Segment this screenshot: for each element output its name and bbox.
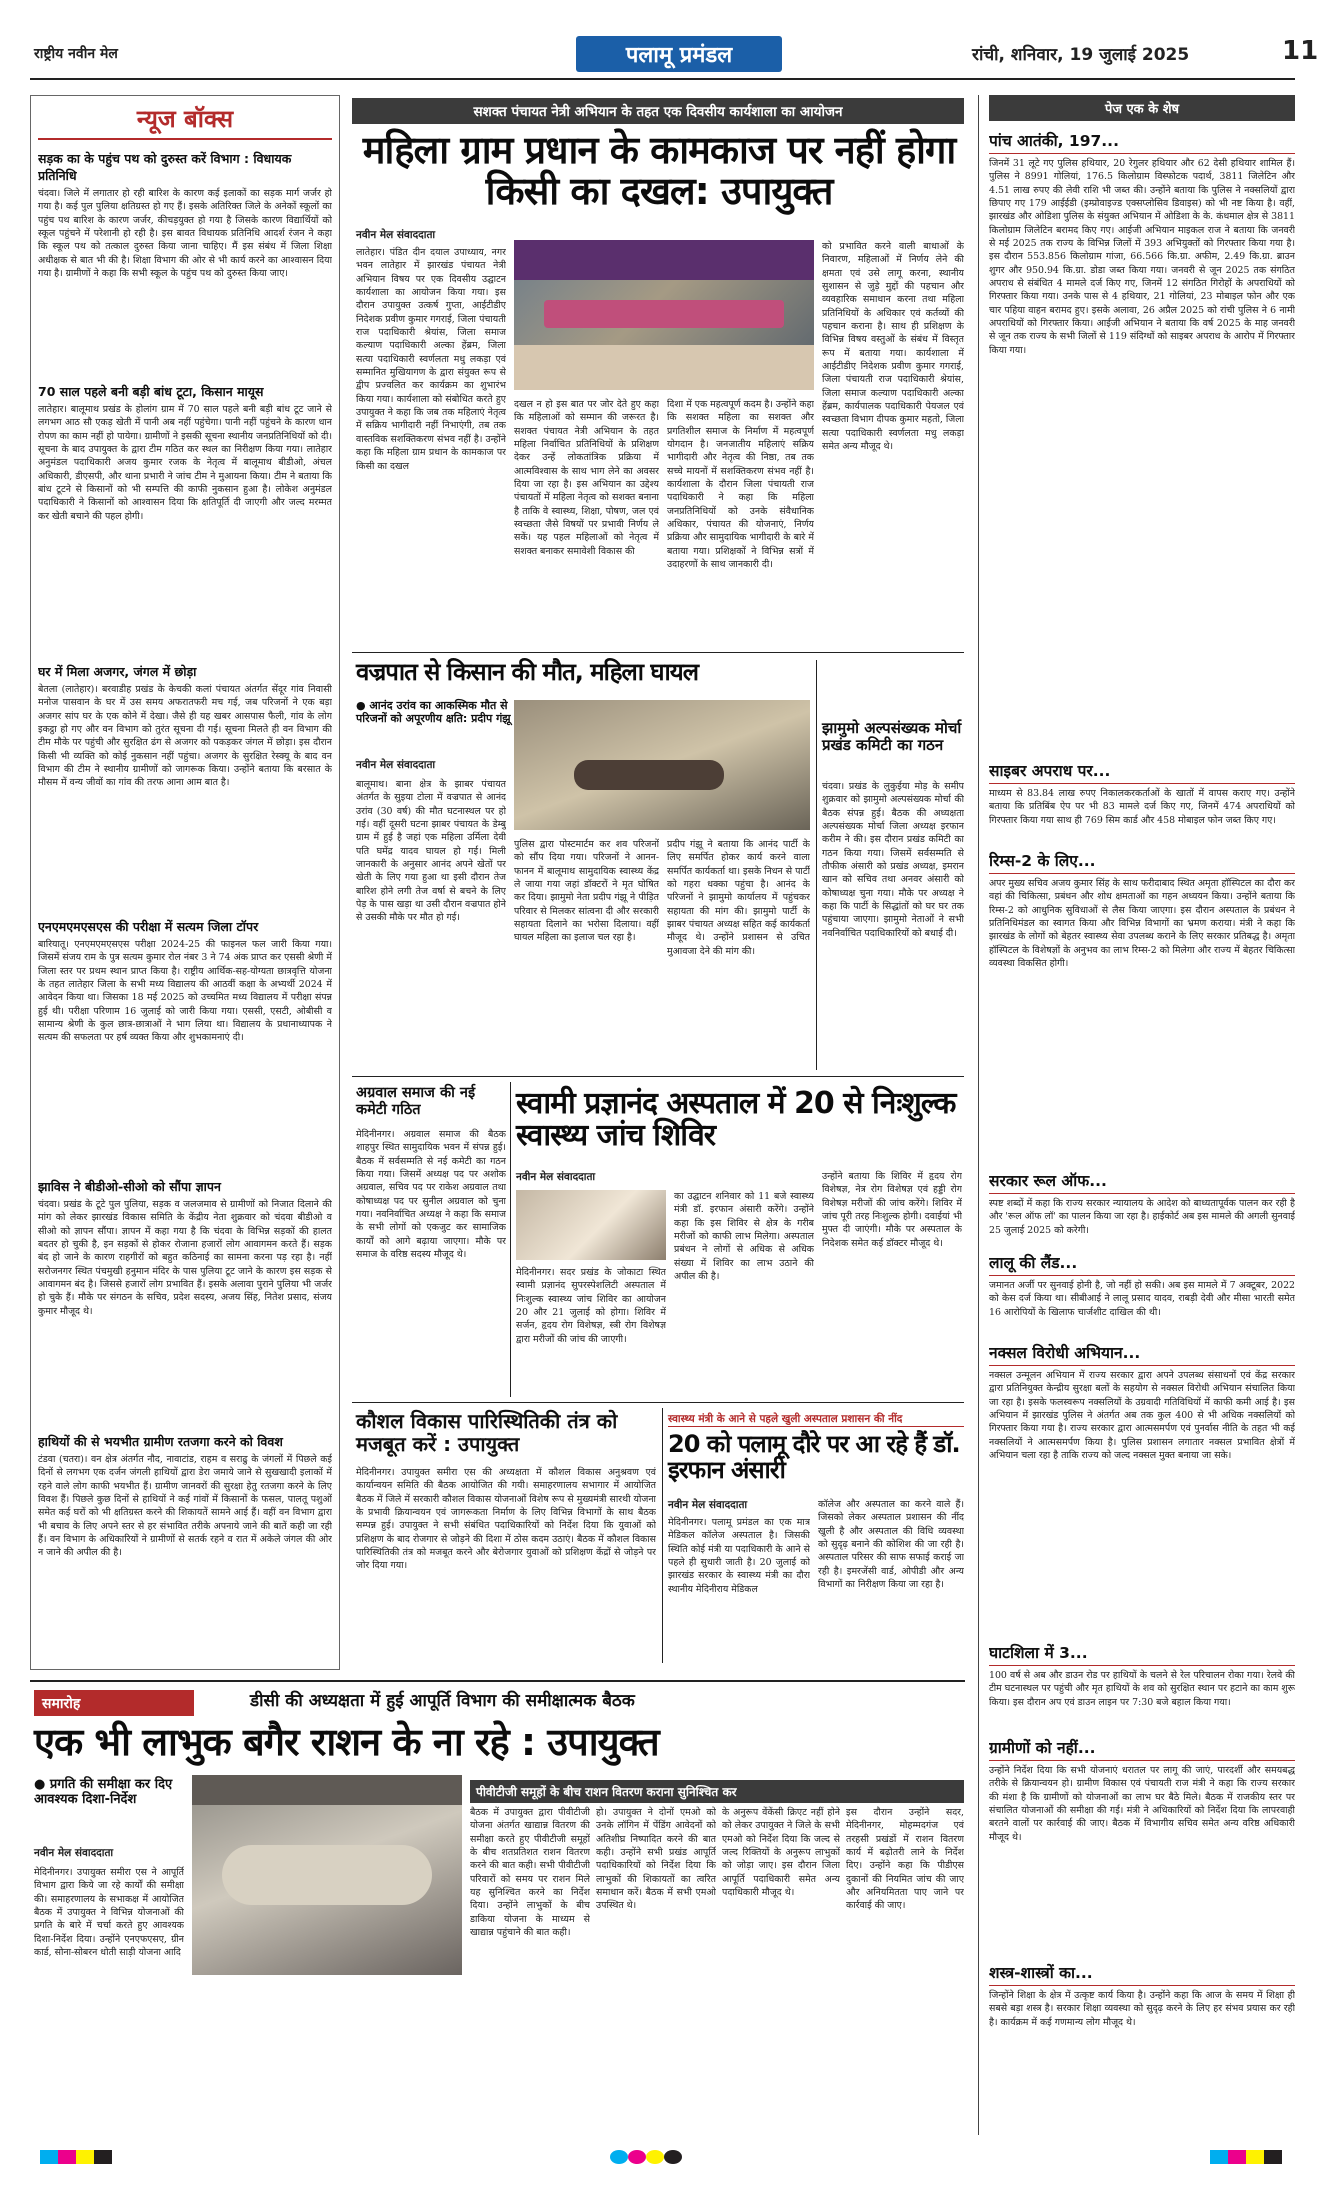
news-item-body: चंदवा। प्रखंड के टूटे पुल पुलिया, सड़क व जलजमाव से ग्रामीणों को निजात दिलाने की मांग को लेकर झारखंड विकास समिति के केंद्रीय नेता शुक्रवार को चंदवा बीडीओ व सीओ को ज्ञापन सौंपा। ज्ञापन में कहा गया है कि चंदवा के विभिन्न सड़कों की हालत बदतर हो चुकी है, इन सड़कों से होकर रोजाना हजारों लोग आवागमन करते हैं। सड़क बंद हो जाने के कारण राहगीरों को बहुत कठिनाई का सामना करना पड़ रहा है। नहीं सरोजनगर स्थित पंचमुखी हनुमान मंदिर के पास पुलिया टूट जाने के कारण इस सड़क से आवागमन बंद है। जिससे हजारों लोग प्रभावित हैं। इसके अलावा पुराने पुलिया भी जर्जर हो चुके हैं। मौके पर संगठन के सचिव, प्रदेश सदस्य, अजय सिंह, नितेश प्रसाद, संजय कुमार मौजूद थे। — [38, 1199, 332, 1317]
side-block — [989, 1251, 1295, 1341]
color-strip — [610, 2150, 682, 2164]
dateline: रांची, शनिवार, 19 जुलाई 2025 — [972, 45, 1190, 65]
swatch-cyan — [40, 2150, 58, 2164]
side-block-body: जिनमें 31 लूटे गए पुलिस हथियार, 20 रेगुलर हथियार और 62 देसी हथियार शामिल हैं। पुलिस ने 8991 गोलियां, 176.5 किलोग्राम विस्फोटक पदार्थ, 3811 जिलेटिन और 4.51 लाख रुपए की लेवी राशि भी जब्त की। उन्होंने बताया कि पुलिस ने नक्सलियों द्वारा छिपाए गए 179 आईईडी (इम्प्रोवाइज्ड एक्सप्लोसिव डिवाइस) को भी नष्ट किया है। वहीं, झारखंड और ओडिशा पुलिस के संयुक्त अभियान में ओडिशा के के. कंधमाल क्षेत्र से 3811 किलोग्राम जिलेटिन बरामद किए गए। आईजी अभियान माइकल राज ने बताया कि जनवरी से मई 2025 तक राज्य के विभिन्न जिलों में 393 अभियुक्तों को गिरफ्तार किया गया है। इस दौरान 553.856 किलोग्राम गांजा, 66.566 कि.ग्रा. अफीम, 2.49 कि.ग्रा. ब्राउन शुगर और 950.94 कि.ग्रा. डोडा जब्त किया गया। जनवरी से जून 2025 तक संगठित अपराध से संबंधित 4 मामले दर्ज किए गए, जिनमें 12 संगठित गिरोहों के अपराधियों को गिरफ्तार किया गया। उनके पास से 4 हथियार, 21 गोलियां, 23 मोबाइल फोन और एक चार पहिया वाहन बरामद हुए। इसके अलावा, 26 अप्रैल 2025 को रांची पुलिस ने 6 नामी अपराधियों को गिरफ्तार किया। आईजी अभियान ने बताया कि वर्ष 2025 के माह जनवरी से जून तक राज्य के सभी जिलों से 119 संदिग्धों को साइबर अपराध के आरोप में गिरफ्तार किया गया। — [989, 158, 1295, 356]
divider — [352, 1076, 964, 1077]
swatch-cyan — [610, 2150, 628, 2164]
bottom-col-photo-caption — [192, 1983, 462, 2128]
news-item-head: 70 साल पहले बनी बड़ी बांध टूटा, किसान मायूस — [38, 384, 264, 399]
news-item-body: लातेहार। बालूमाथ प्रखंड के होलांग ग्राम में 70 साल पहले बनी बड़ी बांध टूट जाने से लगभग आठ सौ एकड़ खेती में पानी अब नहीं पहुंचेगा। पानी नहीं पहुंचने के कारण धान रोपण का काम नहीं हो पायेगा। ग्रामीणों ने इसकी सूचना स्थानीय जनप्रतिनिधियों को दी। सूचना के बाद उपायुक्त के द्वारा टीम गठित कर स्थल का निरीक्षण किया गया। लातेहार अनुमंडल पदाधिकारी अजय कुमार रजक के नेतृत्व में बालूमाथ बीडीओ, अंचल अधिकारी, डीएसपी, और थाना प्रभारी ने जांच टीम ने मुआयना किया। टीम ने बताया कि बांध टूटने से किसानों को भी सम्पत्ति की काफी नुकसान हुआ है। लोकेश अनुमंडल पदाधिकारी ने किसानों को आश्वासन दिया कि क्षतिपूर्ति दी जाएगी और जल्द मरम्मत कर खेती बचाने की पहल होगी। — [38, 404, 332, 522]
irfan-kicker: स्वास्थ्य मंत्री के आने से पहले खुली अस्पताल प्रशासन की नींद — [668, 1412, 964, 1427]
lead-col-4: को प्रभावित करने वाली बाधाओं के निवारण, महिलाओं में निर्णय लेने की क्षमता एवं उसे लागू करना, स्थानीय सुशासन से जुड़े मुद्दों की पहचान और व्यवहारिक समाधान करना तथा महिला प्रतिनिधियों के अधिकार एवं कर्तव्यों की पहचान कराना है। साथ ही प्रशिक्षण के विभिन्न विषय वस्तुओं के संबंध में विस्तृत रूप में बताया गया। कार्यशाला में आईटीडीए निदेशक प्रवीण कुमार गगराई, जिला पंचायती राज पदाधिकारी श्रेयांस, जिला समाज कल्याण पदाधिकारी अल्का हेंब्रम, कार्यपालक पदाधिकारी पेयजल एवं स्वच्छता विभाग दीपक कुमार महतो, जिला सत्या पदाधिकारी स्वर्णलता मधु लकड़ा समेत अन्य मौजूद थे। — [822, 241, 964, 453]
divider — [816, 660, 817, 1070]
irfan-byline: नवीन मेल संवाददाता — [668, 1499, 748, 1511]
divider — [662, 1408, 663, 1663]
bottom-kicker: डीसी की अध्यक्षता में हुई आपूर्ति विभाग की समीक्षात्मक बैठक — [250, 1691, 635, 1711]
news-item-head: सड़क का के पहुंच पथ को दुरुस्त करें विभाग : विधायक प्रतिनिधि — [38, 151, 292, 183]
news-item-body: बारियातू। एनएमएमएसएस परीक्षा 2024-25 की फाइनल फल जारी किया गया। जिसमें संजय राम के पुत्र सत्यम कुमार रोल नंबर 3 ने 74 अंक प्राप्त कर एससी श्रेणी में जिला स्तर पर प्रथम स्थान प्राप्त किया है। राष्ट्रीय आर्थिक-सह-योग्यता छात्रवृत्ति योजना के तहत लातेहार जिला के सभी मध्य विद्यालय की आठवीं कक्षा के अभ्यर्थी 2024 में आवेदन किया था। जिसका 18 मई 2025 को उच्चमित मध्य विद्यालय में परीक्षा संपन्न हुई थी। परीक्षा परिणाम 16 जुलाई को जारी किया गया। एससी, एसटी, ओबीसी व सामान्य श्रेणी के कुल छात्र-छात्राओं ने भाग लिया था। विद्यालय के प्रधानाध्यापक ने सत्यम की सफलता पर हर्ष व्यक्त किया और शुभकामनाएं दी। — [38, 939, 332, 1044]
vajrapat-col-1: बालूमाथ। बाना क्षेत्र के झाबर पंचायत अंतर्गत के सुइया टोला में वज्रपात से आनंद उरांव (30 वर्ष) की मौत घटनास्थल पर हो गई। वहीं दूसरी घटना झाबर पंचायत के डेम्बु ग्राम में हुई है जहां एक महिला उर्मिला देवी पति घमेंद्र यादव घायल हो गई। मिली जानकारी के अनुसार आनंद अपने खेतों पर खेती के लिए गया हुआ था इसी दौरान तेज बारिश होने लगी तेज वर्षा से बचने के लिए पेड़ के पास खड़ा था उसी दौरान वज्रपात होने से उसकी मौके पर मौत हो गई। — [356, 779, 506, 924]
vajrapat-col-2: पुलिस द्वारा पोस्टमार्टम कर शव परिजनों को सौंप दिया गया। परिजनों ने आनन-फानन में बालूमाथ सामुदायिक स्वास्थ्य केंद्र ले जाया गया जहां डॉक्टरों ने मृत घोषित कर दिया। झामुमो नेता प्रदीप गंझू ने पीड़ित परिवार से मिलकर सांत्वना दी और सरकारी सहायता दिलाने का भरोसा दिलाया। वहीं घायल महिला का इलाज चल रहा है। — [514, 839, 659, 944]
lead-byline: नवीन मेल संवाददाता — [356, 229, 436, 241]
lead-col-1: लातेहार। पंडित दीन दयाल उपाध्याय, नगर भवन लातेहार में झारखंड पंचायत नेत्री अभियान विषय पर एक दिवसीय उद्घाटन कार्यशाला का आयोजन किया गया। इस दौरान उपायुक्त उत्कर्ष गुप्ता, आईटीडीए निदेशक प्रवीण कुमार गगराई, जिला पंचायती राज पदाधिकारी श्रेयांस, जिला समाज कल्याण पदाधिकारी अल्का हेंब्रम, जिला सत्या पदाधिकारी स्वर्णलता मधु लकड़ा एवं सम्मानित मुखियागण के द्वारा संयुक्त रूप से द्वीप प्रज्वलित कर कार्यक्रम का शुभारंभ किया गया। कार्यशाला को संबोधित करते हुए उपायुक्त ने कहा कि जब तक महिलाएं नेतृत्व में सक्रिय भागीदारी नहीं निभाएंगी, तब तक वास्तविक सशक्तिकरण संभव नहीं है। उन्होंने कहा कि महिला ग्राम प्रधान के कामकाज पर किसी का दखल — [356, 247, 506, 472]
bottom-deck: ● प्रगति की समीक्षा कर दिए आवश्यक दिशा-निर्देश — [34, 1777, 173, 1807]
news-item-head: एनएमएमएसएस की परीक्षा में सत्यम जिला टॉपर — [38, 919, 259, 934]
masthead: राष्ट्रीय नवीन मेल — [34, 46, 118, 62]
side-block — [989, 849, 1295, 1169]
news-item-body: टंडवा (चतरा)। वन क्षेत्र अंतर्गत नौद, नावाटांड, राहम व सराढु के जंगलों में पिछले कई दिनों से लगभग एक दर्जन जंगली हाथियों द्वारा डेरा जमाये जाने से सुखखादी इलाकों में रहने वाले लोग काफी भयभीत हैं। ग्रामीण जानवरों की सुरक्षा हेतु रतजगा करने के लिए विवश हैं। पिछले कुछ दिनों से हाथियों ने कई गांवों में किसानों के फसल, पालतू पशुओं समेत कई घरों को भी क्षतिग्रस्त करने की शिकायतें सामने आई हैं। वहीं वन विभाग द्वारा भी बचाव के लिए अपने स्तर से हर संभावित तरीके अपनाये जाने की बातें कही जा रही हैं। वन विभाग के अधिकारियों ने ग्रामीणों से सतर्क रहने व रात में अकेले जंगल की ओर न जाने की अपील की है। — [38, 1454, 332, 1559]
section-banner — [576, 36, 782, 72]
page-number: 11 — [1282, 36, 1319, 66]
section-title: पलामू प्रमंडल — [625, 43, 733, 68]
side-block-body: अपर मुख्य सचिव अजय कुमार सिंह के साथ फरीदाबाद स्थित अमृता हॉस्पिटल का दौरा कर वहां की चिकित्सा, प्रबंधन और शोध क्षमताओं का गहन अध्ययन किया। उन्होंने बताया कि रिम्स-2 को आधुनिक सुविधाओं से लैस किया जाएगा। इस दौरान अस्पताल के प्रबंधन ने प्रतिनिधिमंडल का स्वागत किया और विभिन्न विभागों का भ्रमण कराया। मंत्री ने कहा कि झारखंड के लोगों को बेहतर स्वास्थ्य सेवा उपलब्ध कराने के लिए सरकार प्रतिबद्ध है। अमृता हॉस्पिटल के विशेषज्ञों के अनुभव का लाभ रिम्स-2 को मिलेगा और राज्य में बेहतर चिकित्सा व्यवस्था विकसित होगी। — [989, 878, 1295, 970]
jmm-body: चंदवा। प्रखंड के लुकुईया मोड़ के समीप शुक्रवार को झामुमो अल्पसंख्यक मोर्चा की बैठक संपन्न हुई। बैठक की अध्यक्षता अल्पसंख्यक मोर्चा जिला अध्यक्ष इरफान करीम ने की। इस दौरान प्रखंड कमिटी का गठन किया गया। जिसमें सर्वसम्मति से तौफीक अंसारी को प्रखंड अध्यक्ष, इमरान खान को सचिव तथा अनवर अंसारी को कोषाध्यक्ष चुना गया। मौके पर अध्यक्ष ने कहा कि पार्टी के सिद्धांतों को घर घर तक पहुंचाया जाएगा। झामुमो नेताओं ने सभी नवनिर्वाचित पदाधिकारियों को बधाई दी। — [822, 781, 964, 939]
vajrapat-byline: नवीन मेल संवाददाता — [356, 759, 436, 771]
color-strip — [40, 2150, 112, 2164]
swami-col-3: उन्होंने बताया कि शिविर में हृदय रोग विशेषज्ञ, नेत्र रोग विशेषज्ञ एवं हड्डी रोग विशेषज्ञ मरीजों की जांच करेंगे। शिविर में जांच पूरी तरह निःशुल्क होगी। दवाईयां भी मुफ्त दी जाएंगी। मौके पर अस्पताल के निदेशक समेत कई डॉक्टर मौजूद थे। — [822, 1171, 962, 1249]
side-column — [978, 95, 1295, 2135]
bottom-section-tag — [34, 1690, 194, 1716]
side-block-head: लालू की लैंड... — [989, 1251, 1295, 1276]
side-block-body: स्पष्ट शब्दों में कहा कि राज्य सरकार न्यायालय के आदेश को बाध्यतापूर्वक पालन कर रही है और 'रूल ऑफ लॉ' का पालन किया जा रहा है। हाईकोर्ट अब इस मामले की अगली सुनवाई 25 जुलाई 2025 को करेगी। — [989, 1198, 1295, 1236]
side-block-body: माध्यम से 83.84 लाख रुपए निकालकरकर्ताओं के खातों में वापस कराए गए। उन्होंने बताया कि प्रतिबिंब ऐप पर भी 83 मामले दर्ज किए गए, जिनमें 474 अपराधियों को गिरफ्तार किया गया साथ ही 769 सिम कार्ड और 458 मोबाइल फोन जब्त किए गए। — [989, 788, 1295, 826]
bottom-col-left: मेदिनीनगर। उपायुक्त समीरा एस ने आपूर्ति विभाग द्वारा किये जा रहे कार्यों की समीक्षा की। समाहरणालय के सभाकक्ष में आयोजित बैठक में उपायुक्त ने विभिन्न योजनाओं की प्रगति के बारे में चर्चा करते हुए आवश्यक दिशा-निर्देश दिया। उन्होंने एनएफएसए, ग्रीन कार्ड, सोना-सोबरन धोती साड़ी योजना आदि — [34, 1867, 184, 1959]
bottom-col-2: बैठक में उपायुक्त द्वारा पीवीटीजी योजना अंतर्गत खाद्यान्न वितरण की समीक्षा करते हुए पीवीटीजी समूहों के बीच शतप्रतिशत राशन वितरण करने की बात कही। सभी पीवीटीजी परिवारों को समय पर राशन मिले यह सुनिश्चित करने का निर्देश दिया। उन्होंने लाभुकों के बीच डाकिया योजना के माध्यम से खाद्यान्न पहुंचाने की बात कही। — [470, 1807, 590, 1939]
divider — [510, 1082, 511, 1397]
news-item-head: हाथियों की से भयभीत ग्रामीण रतजगा करने को विवश — [38, 1434, 283, 1449]
bottom-byline: नवीन मेल संवाददाता — [34, 1847, 114, 1859]
irfan-col-2: कॉलेज और अस्पताल का करने वाले हैं। जिसको लेकर अस्पताल प्रशासन की नींद खुली है और अस्पताल की विधि व्यवस्था को सुदृढ़ बनाने की कोशिश की जा रही है। अस्पताल परिसर की साफ सफाई कराई जा रही है। इमरजेंसी वार्ड, ओपीडी और अन्य विभागों का निरीक्षण किया जा रहा है। — [818, 1499, 964, 1591]
news-item — [38, 657, 332, 912]
side-block-body: उन्होंने निर्देश दिया कि सभी योजनाएं धरातल पर लागू की जाएं, पारदर्शी और समयबद्ध तरीके से क्रियान्वयन हो। ग्रामीण विकास एवं पंचायती राज मंत्री ने कहा कि राज्य सरकार की मंशा है कि ग्रामीणों को योजनाओं का लाभ घर बैठे मिले। बैठक में राजकीय स्तर पर संचालित योजनाओं की समीक्षा की गई। मंत्री ने अधिकारियों को निर्देश दिया कि लापरवाही बरतने वालों पर कार्रवाई की जाए। बैठक में विभागीय सचिव समेत अन्य वरिष्ठ अधिकारी मौजूद थे। — [989, 1765, 1295, 1843]
side-block-body: जमानत अर्जी पर सुनवाई होनी है, जो नहीं हो सकी। अब इस मामले में 7 अक्टूबर, 2022 को केस दर्ज किया था। सीबीआई ने लालू प्रसाद यादव, राबड़ी देवी और मीसा भारती समेत 16 आरोपियों के खिलाफ चार्जशीट दाखिल की थी। — [989, 1280, 1295, 1318]
color-strip — [1210, 2150, 1282, 2164]
kaushal-body: मेदिनीनगर। उपायुक्त समीरा एस की अध्यक्षता में कौशल विकास अनुश्रवण एवं कार्यान्वयन समिति की बैठक आयोजित की गयी। समाहरणालय सभागार में आयोजित बैठक में जिले में सरकारी कौशल विकास योजनाओं विशेष रूप से मुख्यमंत्री सारथी योजना के प्रभावी क्रियान्वयन एवं जागरूकता निर्माण के लिए विभिन्न विभागों के साथ बैठक सम्पन्न हुई। उपायुक्त ने सभी संबंधित पदाधिकारियों को निर्देश दिया कि युवाओं को प्रशिक्षण के बाद रोजगार से जोड़ने की दिशा में ठोस कदम उठाएं। बैठक में कौशल विकास पारिस्थितिकी तंत्र को मजबूत करने और बेरोजगार युवाओं को प्रशिक्षण केंद्रों से जोड़ने पर जोर दिया गया। — [356, 1467, 656, 1572]
side-block — [989, 1641, 1295, 1736]
swatch-magenta — [628, 2150, 646, 2164]
lead-photo — [514, 240, 814, 390]
side-block-head: पांच आतंकी, 197... — [989, 129, 1295, 154]
swami-byline: नवीन मेल संवाददाता — [516, 1171, 596, 1183]
swatch-black — [664, 2150, 682, 2164]
swatch-magenta — [1228, 2150, 1246, 2164]
news-item-head: झाविस ने बीडीओ-सीओ को सौंपा ज्ञापन — [38, 1179, 221, 1194]
lead-col-3: दिशा में एक महत्वपूर्ण कदम है। उन्होंने कहा कि सशक्त महिला का सशक्त और प्रगतिशील समाज के निर्माण में महत्वपूर्ण योगदान है। जनजातीय महिलाएं सक्रिय भागीदारी और नेतृत्व की निष्ठा, तब तक सच्चे मायनों में सशक्तिकरण संभव नहीं है। कार्यशाला के दौरान जिला पंचायती राज पदाधिकारी ने कहा कि महिला जनप्रतिनिधियों को उनके संवैधानिक अधिकार, पंचायत की योजनाएं, निर्णय प्रक्रिया और सामुदायिक भागीदारी के बारे में बताया गया। प्रशिक्षकों ने विभिन्न सत्रों में उदाहरणों के साथ जानकारी दी। — [667, 399, 814, 571]
news-box — [30, 95, 340, 1670]
side-block-head: शस्त्र-शास्त्रों का... — [989, 1961, 1295, 1986]
side-block-head: रिम्स-2 के लिए... — [989, 849, 1295, 874]
side-block — [989, 1169, 1295, 1251]
irfan-col-1: मेदिनीनगर। पलामू प्रमंडल का एक मात्र मेडिकल कॉलेज अस्पताल है। जिसकी स्थिति कोई मंत्री या पदाधिकारी के आने से पहले ही सुधारी जाती है। 20 जुलाई को झारखंड सरकार के स्वास्थ्य मंत्री का दौरा स्थानीय मेदिनीराय मेडिकल — [668, 1517, 810, 1595]
news-item-head: घर में मिला अजगर, जंगल में छोड़ा — [38, 664, 197, 679]
bottom-col-4: के अनुरूप वेंकेंसी क्रिएट नहीं होने को लेकर उपायुक्त ने जिले के सभी एमओ को निर्देश दिया कि जल्द से जल्द रिक्तियों के अनुरूप लाभुकों को जोड़ा जाए। इस दौरान जिला आपूर्ति पदाधिकारी समेत अन्य पदाधिकारी मौजूद थे। — [722, 1807, 840, 1899]
side-block — [989, 1961, 1295, 2111]
bottom-col-5: इस दौरान उन्होंने सदर, मेदिनीनगर, मोहम्मदगंज एवं तरहसी प्रखंडों में राशन वितरण कार्य में बढ़ोतरी लाने के निर्देश दिए। उन्होंने कहा कि पीडीएस दुकानों की नियमित जांच की जाए और अनियमितता पाए जाने पर कार्रवाई की जाए। — [846, 1807, 964, 1912]
divider — [352, 652, 964, 653]
bottom-col-3: हो। उपायुक्त ने दोनों एमओ को उनके लॉगिन में पेंडिंग आवेदनों को अतिशीघ्र निष्पादित करने की बात कही। उन्होंने सभी प्रखंड आपूर्ति पदाधिकारियों को निर्देश दिया कि लाभुकों की शिकायतों का त्वरित समाधान करें। बैठक में सभी एमओ उपस्थित थे। — [596, 1807, 716, 1912]
side-block-head: नक्सल विरोधी अभियान... — [989, 1341, 1295, 1366]
vajrapat-deck: ● आनंद उरांव का आकस्मिक मौत से परिजनों को अपूरणीय क्षति: प्रदीप गंझू — [356, 699, 511, 725]
bottom-headline: एक भी लाभुक बगैर राशन के ना रहे : उपायुक्त — [34, 1720, 659, 1764]
bottom-sub-kicker: पीवीटीजी समूहों के बीच राशन वितरण कराना सुनिश्चित कर — [470, 1780, 964, 1803]
vajrapat-photo — [514, 700, 810, 830]
news-item-body: बेतला (लातेहार)। बरवाडीह प्रखंड के केचकी कलां पंचायत अंतर्गत सेंदूर गांव निवासी मनोज पासवान के घर में उस समय अफरातफरी मच गई, जब परिजनों ने एक बड़ा अजगर सांप घर के एक कोने में देखा। जैसे ही यह खबर आसपास फैली, गांव के लोग इकट्ठा हो गए और वन विभाग को तुरंत सूचना दी गई। सूचना मिलते ही वन विभाग की टीम मौके पर पहुंची और सुरक्षित ढंग से अजगर को पकड़कर जंगल में छोड़ा। इस दौरान किसी भी व्यक्ति को कोई नुकसान नहीं पहुंचा। अजगर के सुरक्षित रेस्क्यू के बाद वन विभाग की टीम ने स्थानीय ग्रामीणों को जागरूक किया। उन्होंने बताया कि बरसात के मौसम में वन्य जीवों का गांव की तरफ आना आम बात है। — [38, 684, 332, 789]
news-item-body: चंदवा। जिले में लगातार हो रही बारिश के कारण कई इलाकों का सड़क मार्ग जर्जर हो गया है। कई पुल पुलिया क्षतिग्रस्त हो गए हैं। इसके अतिरिक्त जिले के अनेकों स्कूलों का पहुंच पथ बारिश के कारण जर्जर, कीचड़युक्त हो गया है जिसके कारण विद्यार्थियों को स्कूल पहुंचने में परेशानी हो रही है। इस बावत विधायक प्रतिनिधि आदर्श रंजन ने कहा कि स्कूल पथ को तत्काल दुरुस्त किया जाना चाहिए। मैं इस संबंध में जिला शिक्षा अधीक्षक से बात भी की है। शिक्षा विभाग की ओर से भी कार्य करने का आश्वासन दिया गया है। ग्रामीणों ने कहा कि सभी स्कूल के पहुंच पथ को दुरुस्त किया जाए। — [38, 188, 332, 280]
divider — [352, 1402, 964, 1403]
section-tag-label: समारोह — [42, 1695, 81, 1712]
side-label: पेज एक के शेष — [989, 95, 1295, 121]
vajrapat-headline: वज्रपात से किसान की मौत, महिला घायल — [356, 658, 698, 686]
news-item — [38, 912, 332, 1172]
news-item — [38, 1172, 332, 1427]
kaushal-headline: कौशल विकास पारिस्थितिकी तंत्र को मजबूत करें : उपायुक्त — [356, 1409, 618, 1456]
side-block-body: 100 वर्ष से अब और डाउन रोड पर हाथियों के चलने से रेल परिचालन रोका गया। रेलवे की टीम घटनास्थल पर पहुंची और मृत हाथियों के शव को सुरक्षित स्थान पर हटाने का काम शुरू किया। इस दौरान अप एवं डाउन लाइन पर 7:30 बजे बहाल किया गया। — [989, 1670, 1295, 1708]
masthead-bar — [30, 30, 1319, 80]
side-block — [989, 1341, 1295, 1641]
swatch-yellow — [1246, 2150, 1264, 2164]
side-block-head: साइबर अपराध पर... — [989, 759, 1295, 784]
side-block — [989, 759, 1295, 849]
jmm-headline: झामुमो अल्पसंख्यक मोर्चा प्रखंड कमिटी का गठन — [822, 719, 962, 755]
lead-col-2: दखल न हो इस बात पर जोर देते हुए कहा कि महिलाओं को सम्मान की जरूरत है। सशक्त पंचायत नेत्री अभियान के तहत महिला निर्वाचित प्रतिनिधियों के प्रशिक्षण देकर उन्हें लोकतांत्रिक प्रक्रिया में आत्मविश्वास के साथ भाग लेने का अवसर दिया जा रहा है। इस अभियान का उद्देश्य पंचायतों में महिला नेतृत्व को सशक्त बनाना है ताकि वे स्वास्थ्य, शिक्षा, पोषण, जल एवं स्वच्छता जैसे विषयों पर प्रभावी निर्णय ले सकें। यह पहल महिलाओं को नेतृत्व में सशक्त बनाकर समावेशी विकास की — [514, 399, 659, 557]
news-item — [38, 1427, 332, 1657]
news-box-title: न्यूज बॉक्स — [38, 102, 332, 140]
side-block — [989, 1736, 1295, 1961]
side-block — [989, 129, 1295, 759]
swatch-black — [94, 2150, 112, 2164]
agrawal-body: मेदिनीनगर। अग्रवाल समाज की बैठक शाहपुर स्थित सामुदायिक भवन में संपन्न हुई। बैठक में सर्वसम्मति से नई कमेटी का गठन किया गया। जिसमें अध्यक्ष पद पर अशोक अग्रवाल, सचिव पद पर राकेश अग्रवाल तथा कोषाध्यक्ष पद पर सुनील अग्रवाल को चुना गया। नवनिर्वाचित अध्यक्ष ने कहा कि समाज के सभी लोगों को एकजुट कर सामाजिक कार्यों को आगे बढ़ाया जाएगा। मौके पर समाज के वरिष्ठ सदस्य मौजूद थे। — [356, 1129, 506, 1261]
irfan-headline: 20 को पलामू दौरे पर आ रहे हैं डॉ. इरफान अंसारी — [668, 1430, 960, 1484]
vajrapat-col-3: प्रदीप गंझू ने बताया कि आनंद पार्टी के लिए समर्पित होकर कार्य करने वाला समर्पित कार्यकर्ता था। इसके निधन से पार्टी को गहरा धक्का पहुंचा है। आनंद के परिजनों ने झामुमो कार्यालय में पहुंचकर सहायता की मांग की। झामुमो पार्टी के झाबर पंचायत अध्यक्ष सहित कई कार्यकर्ता मौजूद थे। उन्होंने प्रशासन से उचित मुआवजा देने की मांग की। — [667, 839, 810, 957]
side-block-body: नक्सल उन्मूलन अभियान में राज्य सरकार द्वारा अपने उपलब्ध संसाधनों एवं केंद्र सरकार द्वारा प्रतिनियुक्त केन्द्रीय सुरक्षा बलों के सहयोग से नक्सल विरोधी अभियान संचालित किया जा रहा है। इसके फलस्वरूप नक्सलियों के उग्रवादी गतिविधियों में काफी कमी आई है। इस अभियान में झारखंड पुलिस ने अंतर्गत अब तक कुल 400 से भी अधिक नक्सलियों को गिरफ्तार किया गया है। राज्य सरकार द्वारा आत्मसमर्पण एवं पुनर्वास नीति के तहत भी कई नक्सलियों ने आत्मसमर्पण किया है। पुलिस प्रशासन लगातार नक्सल प्रभावित क्षेत्रों में अभियान चला रहा है ताकि राज्य को जल्द नक्सल मुक्त बनाया जा सके। — [989, 1370, 1295, 1462]
lead-kicker-bar — [352, 98, 964, 124]
swatch-black — [1264, 2150, 1282, 2164]
swatch-yellow — [76, 2150, 94, 2164]
swami-col-1: मेदिनीनगर। सदर प्रखंड के जोकाटा स्थित स्वामी प्रज्ञानंद सुपरस्पेशलिटी अस्पताल में निःशुल्क स्वास्थ्य जांच शिविर का आयोजन 20 और 21 जुलाई को होगा। शिविर में सर्जन, हृदय रोग विशेषज्ञ, स्त्री रोग विशेषज्ञ द्वारा मरीजों की जांच की जाएगी। — [516, 1267, 666, 1345]
swatch-yellow — [646, 2150, 664, 2164]
swami-col-2: का उद्घाटन शनिवार को 11 बजे स्वास्थ्य मंत्री डॉ. इरफान अंसारी करेंगे। उन्होंने कहा कि इस शिविर से क्षेत्र के गरीब मरीजों को काफी लाभ मिलेगा। अस्पताल प्रबंधन ने लोगों से अधिक से अधिक संख्या में शिविर का लाभ उठाने की अपील की है। — [674, 1191, 814, 1283]
lead-kicker: सशक्त पंचायत नेत्री अभियान के तहत एक दिवसीय कार्यशाला का आयोजन — [473, 104, 843, 120]
side-block-head: घाटशिला में 3... — [989, 1641, 1295, 1666]
bottom-photo — [192, 1775, 462, 1975]
swatch-cyan — [1210, 2150, 1228, 2164]
swatch-magenta — [58, 2150, 76, 2164]
swami-headline: स्वामी प्रज्ञानंद अस्पताल में 20 से निःशुल्क स्वास्थ्य जांच शिविर — [516, 1086, 956, 1154]
lead-headline: महिला ग्राम प्रधान के कामकाज पर नहीं होगा किसी का दखल: उपायुक्त — [362, 128, 956, 214]
agrawal-headline: अग्रवाल समाज की नई कमेटी गठित — [356, 1085, 476, 1118]
news-item — [38, 144, 332, 377]
side-block-body: जिन्होंने शिक्षा के क्षेत्र में उत्कृष्ट कार्य किया है। उन्होंने कहा कि आज के समय में शिक्षा ही सबसे बड़ा शस्त्र है। सरकार शिक्षा व्यवस्था को सुदृढ़ करने के लिए हर संभव प्रयास कर रही है। कार्यक्रम में कई गणमान्य लोग मौजूद थे। — [989, 1990, 1295, 2028]
swami-photo — [516, 1190, 666, 1260]
news-item — [38, 377, 332, 657]
side-block-head: सरकार रूल ऑफ... — [989, 1169, 1295, 1194]
divider — [30, 1680, 965, 1682]
side-block-head: ग्रामीणों को नहीं... — [989, 1736, 1295, 1761]
